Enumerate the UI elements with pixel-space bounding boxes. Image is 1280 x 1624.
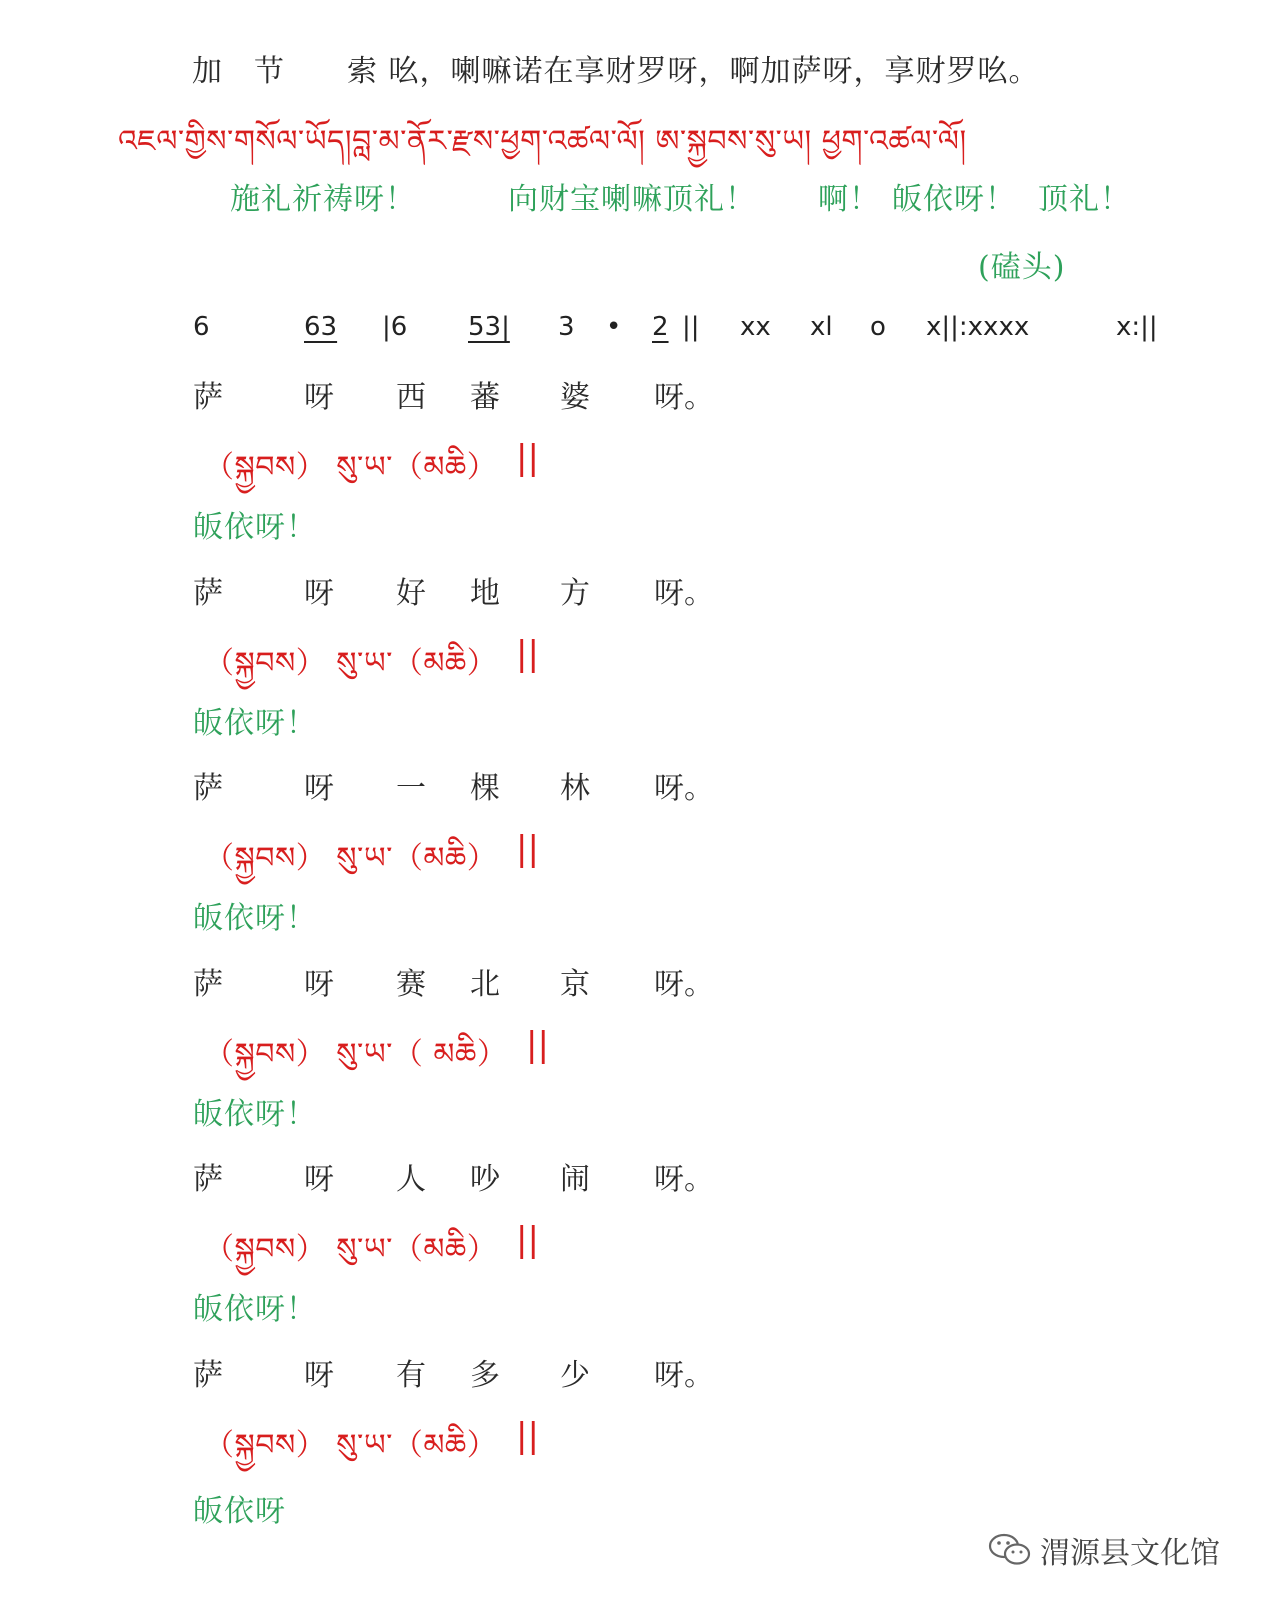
note-token: || — [682, 312, 700, 342]
note-token: xl — [810, 312, 833, 342]
verse-char: 好 — [396, 575, 426, 611]
verse-char: 呀。 — [654, 966, 714, 1002]
verse-refuge-line: 皈依呀 — [193, 1494, 286, 1529]
verse-char: 萨 — [193, 771, 223, 807]
verse-char: 呀 — [304, 1358, 334, 1393]
verse-char: 呀。 — [654, 771, 714, 807]
verse-chinese-line — [0, 1154, 1280, 1198]
verse-tibetan-refrain: （སྐྱབས） སུ་ཡ་（མཆི） — [204, 1232, 498, 1268]
header-kowtow-note: (磕头) — [978, 250, 1066, 285]
verse-char: 少 — [560, 1358, 590, 1393]
verse-char: 西 — [396, 380, 426, 415]
verse-tibetan-refrain: （སྐྱབས） སུ་ཡ་（མཆི） — [204, 841, 498, 877]
verse-barline: || — [516, 633, 539, 674]
watermark — [988, 1528, 1220, 1572]
verse-char: 京 — [560, 966, 590, 1002]
verse-char: 呀 — [304, 380, 334, 415]
verse-refuge-line: 皈依呀！ — [193, 705, 317, 741]
verse-barline: || — [526, 1024, 549, 1065]
verse-chinese-line — [0, 763, 1280, 807]
verse-char: 萨 — [193, 1162, 223, 1198]
verse-char: 蕃 — [470, 380, 500, 415]
verse-barline: || — [516, 1220, 539, 1261]
note-token: 63 — [304, 312, 338, 342]
note-token: o — [870, 312, 886, 342]
verse-char: 呀 — [304, 966, 334, 1002]
note-token: 3 — [558, 312, 575, 342]
verse-char: 北 — [470, 966, 500, 1002]
header-phrase-3: 啊！ — [818, 182, 880, 217]
verse-tibetan-refrain: （སྐྱབས） སུ་ཡ་（ མཆི） — [204, 1036, 508, 1072]
verse-refuge-line: 皈依呀！ — [193, 901, 317, 937]
header-phrase-4: 皈依呀！ — [892, 182, 1016, 217]
header-phrase-2: 向财宝喇嘛顶礼！ — [508, 182, 756, 217]
note-token: xx — [740, 312, 771, 342]
verse-char: 地 — [470, 575, 500, 611]
wechat-icon — [988, 1532, 1032, 1568]
note-token: 6 — [193, 312, 210, 342]
verse-char: 萨 — [193, 966, 223, 1002]
header-tibetan-line: འཇལ་གྱིས་གསོལ་ཡོད།བླ་མ་ནོར་རྫས་ཕྱག་འཚལ་ལོ། ཨ་སྐྱབས་སུ་ཡ། ཕྱག་འཚལ་ལོ། — [118, 124, 967, 159]
verse-barline: || — [516, 438, 539, 478]
note-token: 2 — [652, 312, 669, 342]
verse-tibetan-refrain: （སྐྱབས） སུ་ཡ་（མཆི） — [204, 1428, 498, 1463]
verse-refuge-line: 皈依呀！ — [193, 1096, 317, 1132]
verse-char: 婆 — [560, 380, 590, 415]
verse-char: 一 — [396, 771, 426, 807]
verse-chinese-line — [0, 959, 1280, 1002]
note-token: |6 — [382, 312, 408, 342]
header-line-1: 加 节 索 吆，喇嘛诺在享财罗呀，啊加萨呀，享财罗吆。 — [192, 54, 1040, 89]
note-token: • — [606, 312, 622, 342]
verse-chinese-line — [0, 1350, 1280, 1393]
verse-char: 赛 — [396, 966, 426, 1002]
note-token: 53| — [468, 312, 510, 342]
header-phrase-5: 顶礼！ — [1038, 182, 1131, 217]
verse-chinese-line — [0, 568, 1280, 611]
verse-char: 人 — [396, 1162, 426, 1198]
header-phrase-1: 施礼祈祷呀！ — [230, 182, 416, 217]
verse-tibetan-refrain: （སྐྱབས） སུ་ཡ་（མཆི） — [204, 645, 498, 681]
verse-char: 林 — [560, 771, 590, 807]
verse-char: 呀。 — [654, 1162, 714, 1198]
verse-char: 呀 — [304, 575, 334, 611]
verse-char: 闹 — [560, 1162, 590, 1198]
verse-char: 呀。 — [654, 380, 714, 415]
verse-tibetan-refrain: （སྐྱབས） སུ་ཡ་（མཆི） — [204, 450, 498, 485]
verse-char: 萨 — [193, 380, 223, 415]
verse-refuge-line: 皈依呀！ — [193, 510, 317, 545]
verse-refuge-line: 皈依呀！ — [193, 1292, 317, 1328]
verse-char: 萨 — [193, 575, 223, 611]
verse-char: 吵 — [470, 1162, 500, 1198]
verse-char: 棵 — [470, 771, 500, 807]
verse-char: 方 — [560, 575, 590, 611]
verse-char: 有 — [396, 1358, 426, 1393]
watermark-text: 渭源县文化馆 — [1040, 1536, 1220, 1571]
verse-char: 萨 — [193, 1358, 223, 1393]
verse-chinese-line — [0, 372, 1280, 415]
verse-barline: || — [516, 1416, 539, 1456]
note-token: x||:xxxx — [926, 312, 1030, 342]
verse-char: 呀。 — [654, 1358, 714, 1393]
note-token: x:|| — [1116, 312, 1158, 342]
verse-char: 多 — [470, 1358, 500, 1393]
notation-line — [0, 312, 1280, 348]
verse-char: 呀。 — [654, 575, 714, 611]
verse-char: 呀 — [304, 771, 334, 807]
verse-barline: || — [516, 829, 539, 870]
verse-char: 呀 — [304, 1162, 334, 1198]
